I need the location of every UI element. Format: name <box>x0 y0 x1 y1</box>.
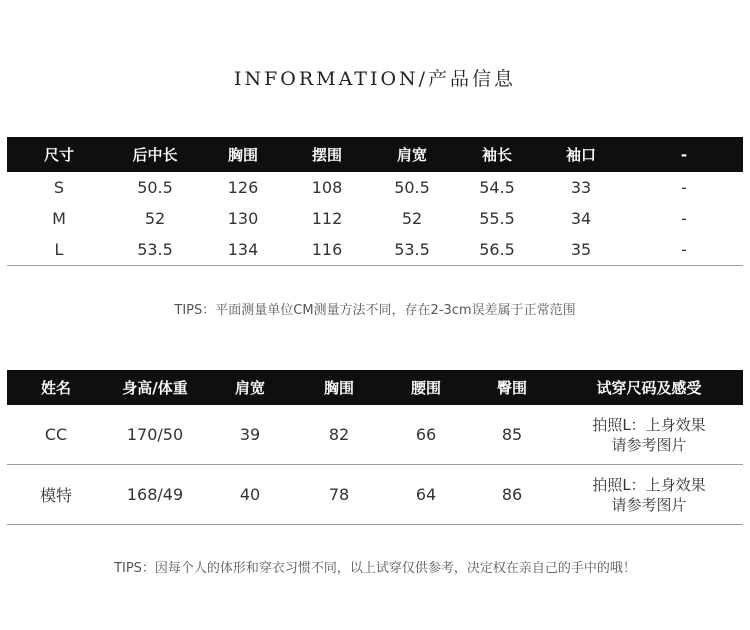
header-fit: 试穿尺码及感受 <box>555 370 743 405</box>
cell-shoulder: 40 <box>205 465 295 525</box>
fit-line-2: 请参考图片 <box>611 495 687 514</box>
cell-size: M <box>52 209 66 228</box>
header-shoulder: 肩宽 <box>205 370 295 405</box>
page-title: INFORMATION/产品信息 <box>233 68 517 90</box>
cell-back-length: 50.5 <box>137 178 173 197</box>
cell-sleeve-length: 54.5 <box>479 178 515 197</box>
cell-shoulder: 52 <box>401 209 423 228</box>
cell-cuff: 33 <box>570 178 592 197</box>
size-table-header <box>7 137 743 172</box>
header-size: 尺寸 <box>7 137 111 172</box>
fit-line-1: 拍照L：上身效果 <box>592 415 706 434</box>
cell-fit <box>555 465 743 525</box>
cell-sleeve-length: 55.5 <box>479 209 515 228</box>
cell-height-weight: 168/49 <box>105 465 205 525</box>
cell-shoulder: 50.5 <box>394 178 430 197</box>
cell-cuff: 35 <box>570 240 592 259</box>
cell-hip: 86 <box>469 465 555 525</box>
cell-hip: 85 <box>469 405 555 465</box>
measurement-tips: TIPS：平面测量单位CM测量方法不同，存在2-3cm误差属于正常范围 <box>174 303 576 318</box>
table-row <box>7 172 743 203</box>
cell-fit <box>555 405 743 465</box>
header-chest: 胸围 <box>295 370 383 405</box>
cell-shoulder: 53.5 <box>394 240 430 259</box>
model-table <box>7 370 743 525</box>
cell-extra: - <box>681 178 687 197</box>
header-hem: 摆围 <box>287 137 367 172</box>
cell-height-weight: 170/50 <box>105 405 205 465</box>
cell-size: L <box>54 240 64 259</box>
cell-chest: 78 <box>295 465 383 525</box>
header-chest: 胸围 <box>199 137 287 172</box>
cell-sleeve-length: 56.5 <box>479 240 515 259</box>
cell-extra: - <box>681 209 687 228</box>
table-row <box>7 405 743 465</box>
header-hip: 臀围 <box>469 370 555 405</box>
cell-shoulder: 39 <box>205 405 295 465</box>
fit-tips: TIPS：因每个人的体形和穿衣习惯不同，以上试穿仅供参考，决定权在亲自己的手中的哦！ <box>114 561 636 576</box>
header-sleeve-length: 袖长 <box>457 137 537 172</box>
header-height-weight: 身高/体重 <box>105 370 205 405</box>
header-name: 姓名 <box>7 370 105 405</box>
cell-cuff: 34 <box>570 209 592 228</box>
table-row <box>7 203 743 234</box>
cell-hem: 116 <box>311 240 343 259</box>
cell-chest: 126 <box>227 178 259 197</box>
size-table <box>7 137 743 266</box>
header-shoulder: 肩宽 <box>367 137 457 172</box>
cell-chest: 130 <box>227 209 259 228</box>
header-cuff: 袖口 <box>537 137 625 172</box>
cell-hem: 108 <box>311 178 343 197</box>
fit-line-1: 拍照L：上身效果 <box>592 475 706 494</box>
header-extra: - <box>625 137 743 172</box>
cell-name: CC <box>7 405 105 465</box>
table-row <box>7 465 743 525</box>
cell-extra: - <box>681 240 687 259</box>
table-row <box>7 234 743 266</box>
model-table-header <box>7 370 743 405</box>
header-back-length: 后中长 <box>111 137 199 172</box>
fit-line-2: 请参考图片 <box>611 435 687 454</box>
cell-chest: 82 <box>295 405 383 465</box>
cell-chest: 134 <box>227 240 259 259</box>
cell-waist: 64 <box>383 465 469 525</box>
cell-name: 模特 <box>7 465 105 525</box>
cell-hem: 112 <box>311 209 343 228</box>
cell-size: S <box>53 178 65 197</box>
cell-back-length: 53.5 <box>137 240 173 259</box>
header-waist: 腰围 <box>383 370 469 405</box>
cell-back-length: 52 <box>144 209 166 228</box>
cell-waist: 66 <box>383 405 469 465</box>
